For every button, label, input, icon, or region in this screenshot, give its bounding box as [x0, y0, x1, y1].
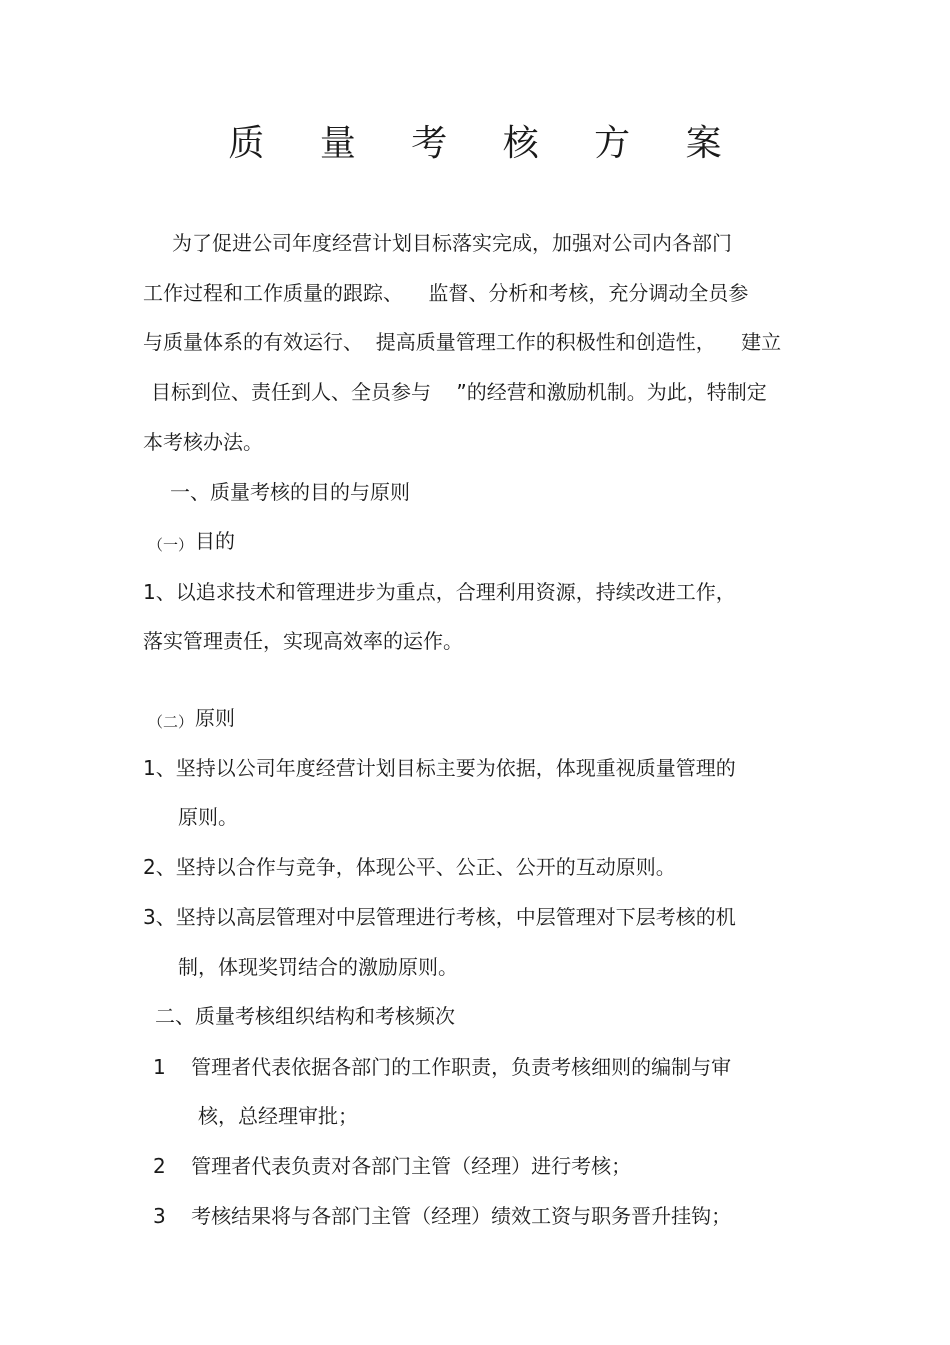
intro-line-4: 目标到位、责任到人、全员参与 ”的经营和激励机制。为此，特制定 — [151, 380, 767, 404]
purpose-label: 目的 — [195, 529, 235, 553]
principles-item-2: 2、坚持以合作与竞争，体现公平、公正、公开的互动原则。 — [143, 855, 676, 879]
document-title: 质 量 考 核 方 案 — [228, 123, 744, 164]
intro-line-5: 本考核办法。 — [143, 430, 263, 454]
section2-item-3: 3 考核结果将与各部门主管（经理）绩效工资与职务晋升挂钩； — [153, 1204, 732, 1228]
section1-heading: 一、质量考核的目的与原则 — [170, 480, 410, 504]
purpose-marker: （一） — [148, 536, 194, 554]
intro-line-2: 工作过程和工作质量的跟踪、 监督、分析和考核，充分调动全员参 — [143, 281, 749, 305]
principles-item-3-line-1: 3、坚持以高层管理对中层管理进行考核，中层管理对下层考核的机 — [143, 905, 736, 929]
intro-line-1: 为了促进公司年度经营计划目标落实完成，加强对公司内各部门 — [172, 231, 732, 255]
section2-heading: 二、质量考核组织结构和考核频次 — [155, 1004, 455, 1028]
principles-item-3-line-2: 制，体现奖罚结合的激励原则。 — [178, 955, 458, 979]
section2-item-1-line-2: 核，总经理审批； — [198, 1104, 358, 1128]
section2-item-2: 2 管理者代表负责对各部门主管（经理）进行考核； — [153, 1154, 632, 1178]
intro-line-3: 与质量体系的有效运行、 提高质量管理工作的积极性和创造性， 建立 — [143, 330, 782, 354]
principles-item-1-line-2: 原则。 — [178, 805, 238, 829]
purpose-item-1-line-2: 落实管理责任，实现高效率的运作。 — [143, 629, 463, 653]
purpose-item-1-line-1: 1、以追求技术和管理进步为重点，合理利用资源，持续改进工作， — [143, 580, 736, 604]
section2-item-1-line-1: 1 管理者代表依据各部门的工作职责，负责考核细则的编制与审 — [153, 1055, 732, 1079]
principles-marker: （二） — [148, 713, 194, 731]
principles-label: 原则 — [195, 706, 235, 730]
principles-item-1-line-1: 1、坚持以公司年度经营计划目标主要为依据，体现重视质量管理的 — [143, 756, 736, 780]
